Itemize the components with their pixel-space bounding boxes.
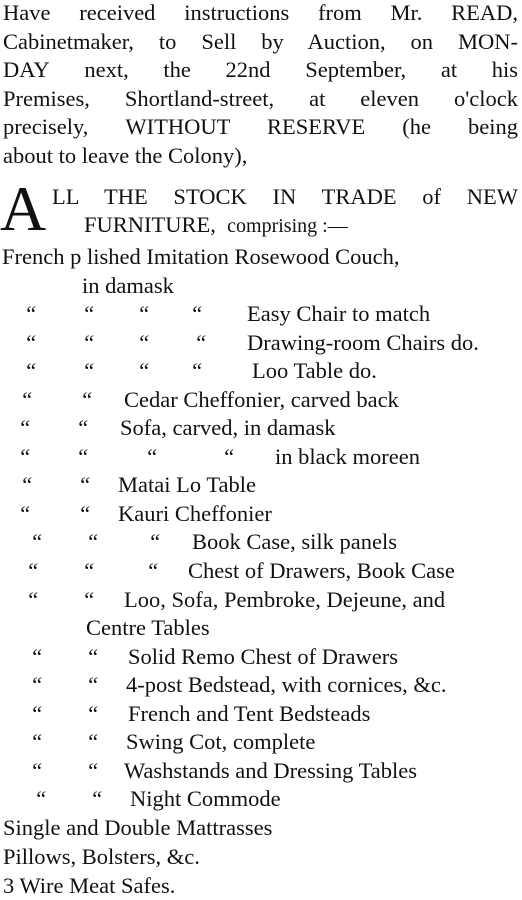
list-item: “ “ Loo, Sofa, Pembroke, Dejeune, and xyxy=(0,586,522,615)
ditto-mark: “ xyxy=(30,700,43,726)
list-item: “ “ French and Tent Bedsteads xyxy=(0,700,522,729)
ditto-mark: “ xyxy=(137,358,150,384)
ditto-mark: “ xyxy=(86,700,99,726)
heading-line-1: LL THE STOCK IN TRADE of NEW xyxy=(52,184,518,209)
ditto-mark: “ xyxy=(18,500,31,526)
intro-line: about to leave the Colony), xyxy=(3,142,248,168)
ditto-mark: “ xyxy=(82,329,95,355)
ditto-mark: “ xyxy=(30,643,43,669)
ditto-mark: “ xyxy=(30,672,43,698)
closing-list xyxy=(3,814,272,900)
ditto-mark: “ xyxy=(24,329,37,355)
list-item: “ “ Night Commode xyxy=(0,785,522,814)
intro-line: Premises, Shortland-street, at eleven o'clock xyxy=(3,85,518,111)
list-item: “ “ Swing Cot, complete xyxy=(0,728,522,757)
ditto-mark: “ xyxy=(190,301,203,327)
ditto-mark: “ xyxy=(30,529,43,555)
ditto-mark: “ xyxy=(86,757,99,783)
list-item: “ “ Solid Remo Chest of Drawers xyxy=(0,643,522,672)
ditto-mark: “ xyxy=(86,529,99,555)
ditto-mark: “ xyxy=(86,643,99,669)
list-item: 3 Wire Meat Safes. xyxy=(3,872,176,898)
ditto-mark: “ xyxy=(26,558,39,584)
list-item: “ “ “ “ Loo Table do. xyxy=(0,357,522,386)
list-item: in damask xyxy=(82,272,174,298)
ditto-mark: “ xyxy=(82,586,95,612)
ditto-mark: “ xyxy=(86,672,99,698)
list-item: “ “ “ “ in black moreen xyxy=(0,443,522,472)
list-item: “ “ Sofa, carved, in damask xyxy=(0,414,522,443)
list-item: “ “ “ “ Easy Chair to match xyxy=(0,300,522,329)
ditto-mark: “ xyxy=(90,786,103,812)
ditto-mark: “ xyxy=(24,301,37,327)
ditto-mark: “ xyxy=(86,729,99,755)
ditto-mark: “ xyxy=(30,757,43,783)
list-item: Pillows, Bolsters, &c. xyxy=(3,843,200,869)
list-item: French p lished Imitation Rosewood Couch, xyxy=(2,244,400,269)
stock-heading xyxy=(0,173,522,244)
ditto-mark: “ xyxy=(26,586,39,612)
ditto-mark: “ xyxy=(145,443,158,469)
ditto-mark: “ xyxy=(190,358,203,384)
ditto-mark: “ xyxy=(76,415,89,441)
list-item: “ “ Kauri Cheffonier xyxy=(0,500,522,529)
ditto-mark: “ xyxy=(148,529,161,555)
list-item: Single and Double Mattrasses xyxy=(3,815,273,840)
heading-line-2: FURNITURE, comprising :— xyxy=(84,212,348,237)
intro-paragraph xyxy=(3,0,518,171)
ditto-mark: “ xyxy=(137,329,150,355)
ditto-mark: “ xyxy=(82,301,95,327)
ditto-mark: “ xyxy=(78,500,91,526)
list-item: “ “ “ “ Drawing-room Chairs do. xyxy=(0,329,522,358)
intro-line: Cabinetmaker, to Sell by Auction, on MON- xyxy=(3,28,518,54)
list-item: “ “ “ Chest of Drawers, Book Case xyxy=(0,557,522,586)
ditto-mark: “ xyxy=(146,558,159,584)
ditto-mark: “ xyxy=(78,472,91,498)
ditto-mark: “ xyxy=(137,301,150,327)
ditto-mark: “ xyxy=(80,386,93,412)
ditto-mark: “ xyxy=(20,386,33,412)
ditto-mark: “ xyxy=(82,358,95,384)
drop-cap: A xyxy=(0,173,47,244)
ditto-mark: “ xyxy=(30,729,43,755)
ditto-mark: “ xyxy=(194,329,207,355)
ditto-mark: “ xyxy=(18,415,31,441)
ditto-mark: “ xyxy=(20,472,33,498)
ditto-mark: “ xyxy=(34,786,47,812)
intro-line: Have received instructions from Mr. READ, xyxy=(3,0,519,25)
list-item: “ “ Cedar Cheffonier, carved back xyxy=(0,386,522,415)
intro-line: DAY next, the 22nd September, at his xyxy=(3,57,518,83)
list-item: “ “ Matai Lo Table xyxy=(0,471,522,500)
list-item: “ “ 4-post Bedstead, with cornices, &c. xyxy=(0,671,522,700)
ditto-mark: “ xyxy=(82,558,95,584)
list-item: “ “ “ Book Case, silk panels xyxy=(0,528,522,557)
list-item: “ “ Washstands and Dressing Tables xyxy=(0,757,522,786)
list-item: Centre Tables xyxy=(86,615,210,641)
ditto-mark: “ xyxy=(222,443,235,469)
ditto-mark: “ xyxy=(24,358,37,384)
ditto-mark: “ xyxy=(18,443,31,469)
stock-list xyxy=(0,243,522,814)
intro-line: precisely, WITHOUT RESERVE (he being xyxy=(3,114,519,140)
ditto-mark: “ xyxy=(76,443,89,469)
